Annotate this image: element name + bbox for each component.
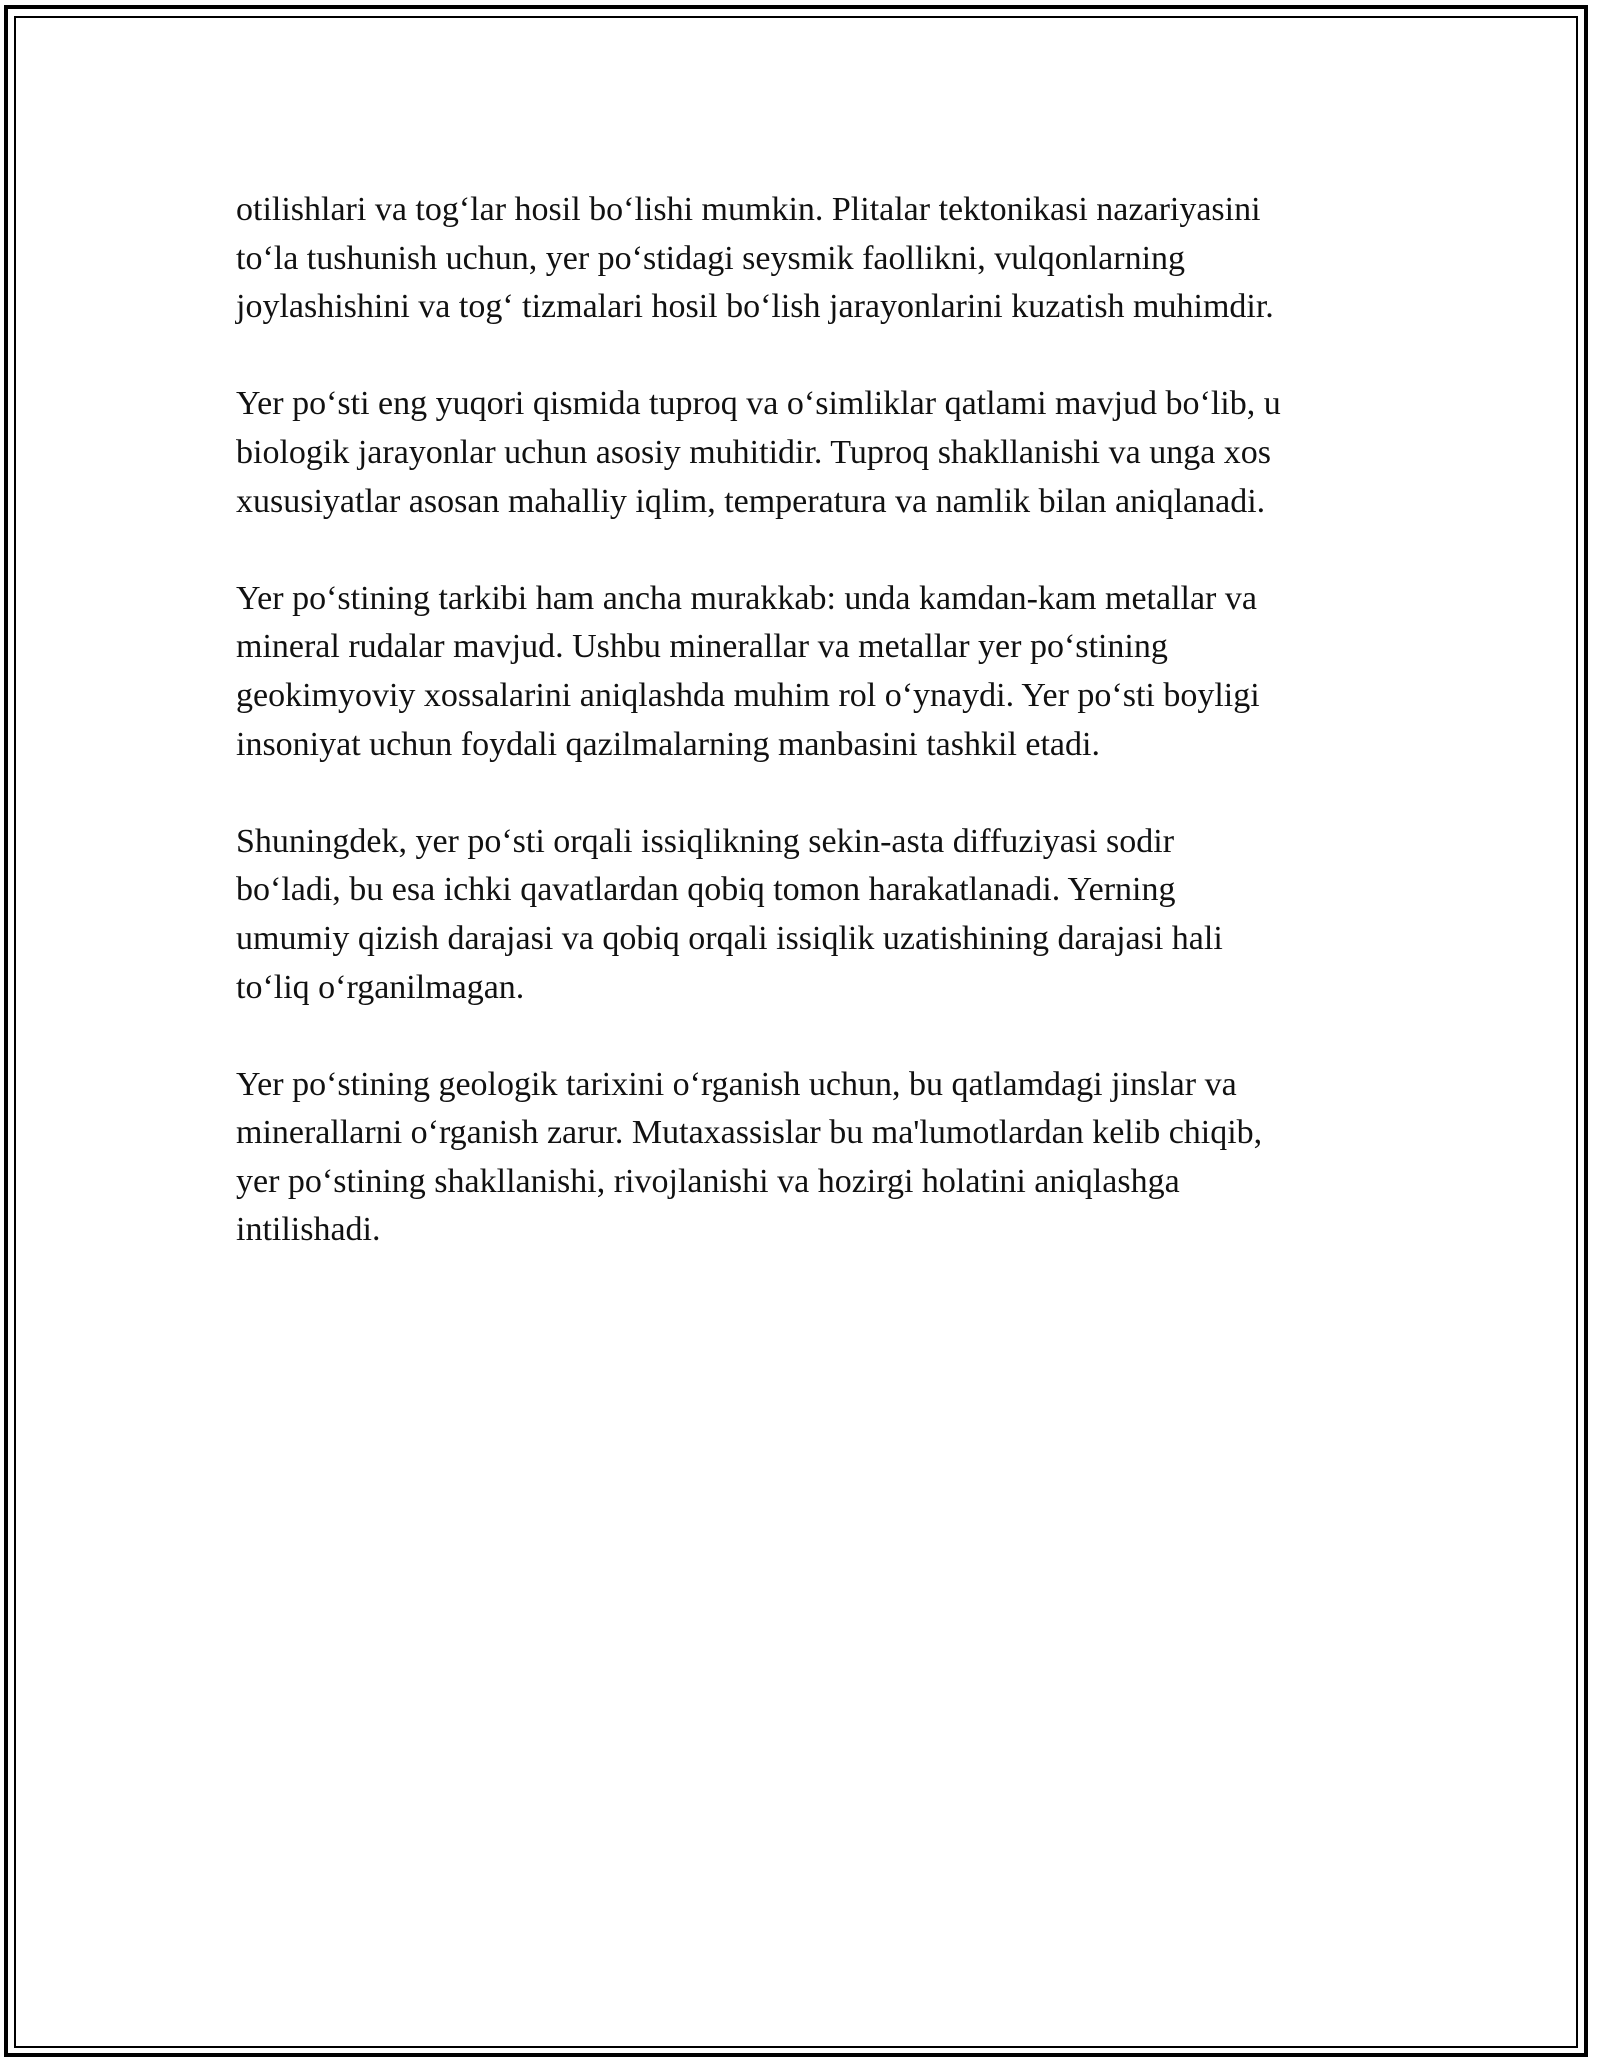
paragraph-5: [236, 1061, 1406, 1255]
text-line: mineral rudalar mavjud. Ushbu minerallar va metallar yer po‘stining: [236, 628, 1168, 666]
paragraph-4: [236, 818, 1406, 1012]
text-line: to‘liq o‘rganilmagan.: [236, 968, 525, 1006]
text-line: bo‘ladi, bu esa ichki qavatlardan qobiq tomon harakatlanadi. Yerning: [236, 871, 1176, 909]
text-line: Shuningdek, yer po‘sti orqali issiqlikning sekin-asta diffuziyasi sodir: [236, 822, 1175, 860]
text-line: joylashishini va tog‘ tizmalari hosil bo‘lish jarayonlarini kuzatish muhimdir.: [236, 288, 1274, 326]
text-line: xususiyatlar asosan mahalliy iqlim, temperatura va namlik bilan aniqlanadi.: [236, 482, 1266, 520]
text-line: otilishlari va tog‘lar hosil bo‘lishi mumkin. Plitalar tektonikasi nazariyasini: [236, 191, 1261, 228]
text-line: intilishadi.: [236, 1211, 381, 1249]
text-line: biologik jarayonlar uchun asosiy muhitidir. Tuproq shakllanishi va unga xos: [236, 433, 1272, 471]
text-line: to‘la tushunish uchun, yer po‘stidagi seysmik faollikni, vulqonlarning: [236, 239, 1186, 277]
paragraph-2: [236, 380, 1406, 526]
text-line: Yer po‘sti eng yuqori qismida tuproq va o‘simliklar qatlami mavjud bo‘lib, u: [236, 385, 1281, 423]
text-line: minerallarni o‘rganish zarur. Mutaxassislar bu ma'lumotlardan kelib chiqib,: [236, 1114, 1263, 1152]
paragraph-3: [236, 575, 1406, 769]
text-line: Yer po‘stining tarkibi ham ancha murakkab: unda kamdan-kam metallar va: [236, 579, 1257, 617]
text-line: yer po‘stining shakllanishi, rivojlanishi va hozirgi holatini aniqlashga: [236, 1162, 1180, 1200]
paragraph-1: [236, 186, 1406, 332]
text-line: geokimyoviy xossalarini aniqlashda muhim rol o‘ynaydi. Yer po‘sti boyligi: [236, 676, 1260, 714]
text-line: Yer po‘stining geologik tarixini o‘rganish uchun, bu qatlamdagi jinslar va: [236, 1065, 1237, 1103]
text-line: umumiy qizish darajasi va qobiq orqali issiqlik uzatishining darajasi hali: [236, 919, 1223, 957]
document-body: [236, 186, 1406, 1304]
text-line: insoniyat uchun foydali qazilmalarning manbasini tashkil etadi.: [236, 725, 1100, 763]
